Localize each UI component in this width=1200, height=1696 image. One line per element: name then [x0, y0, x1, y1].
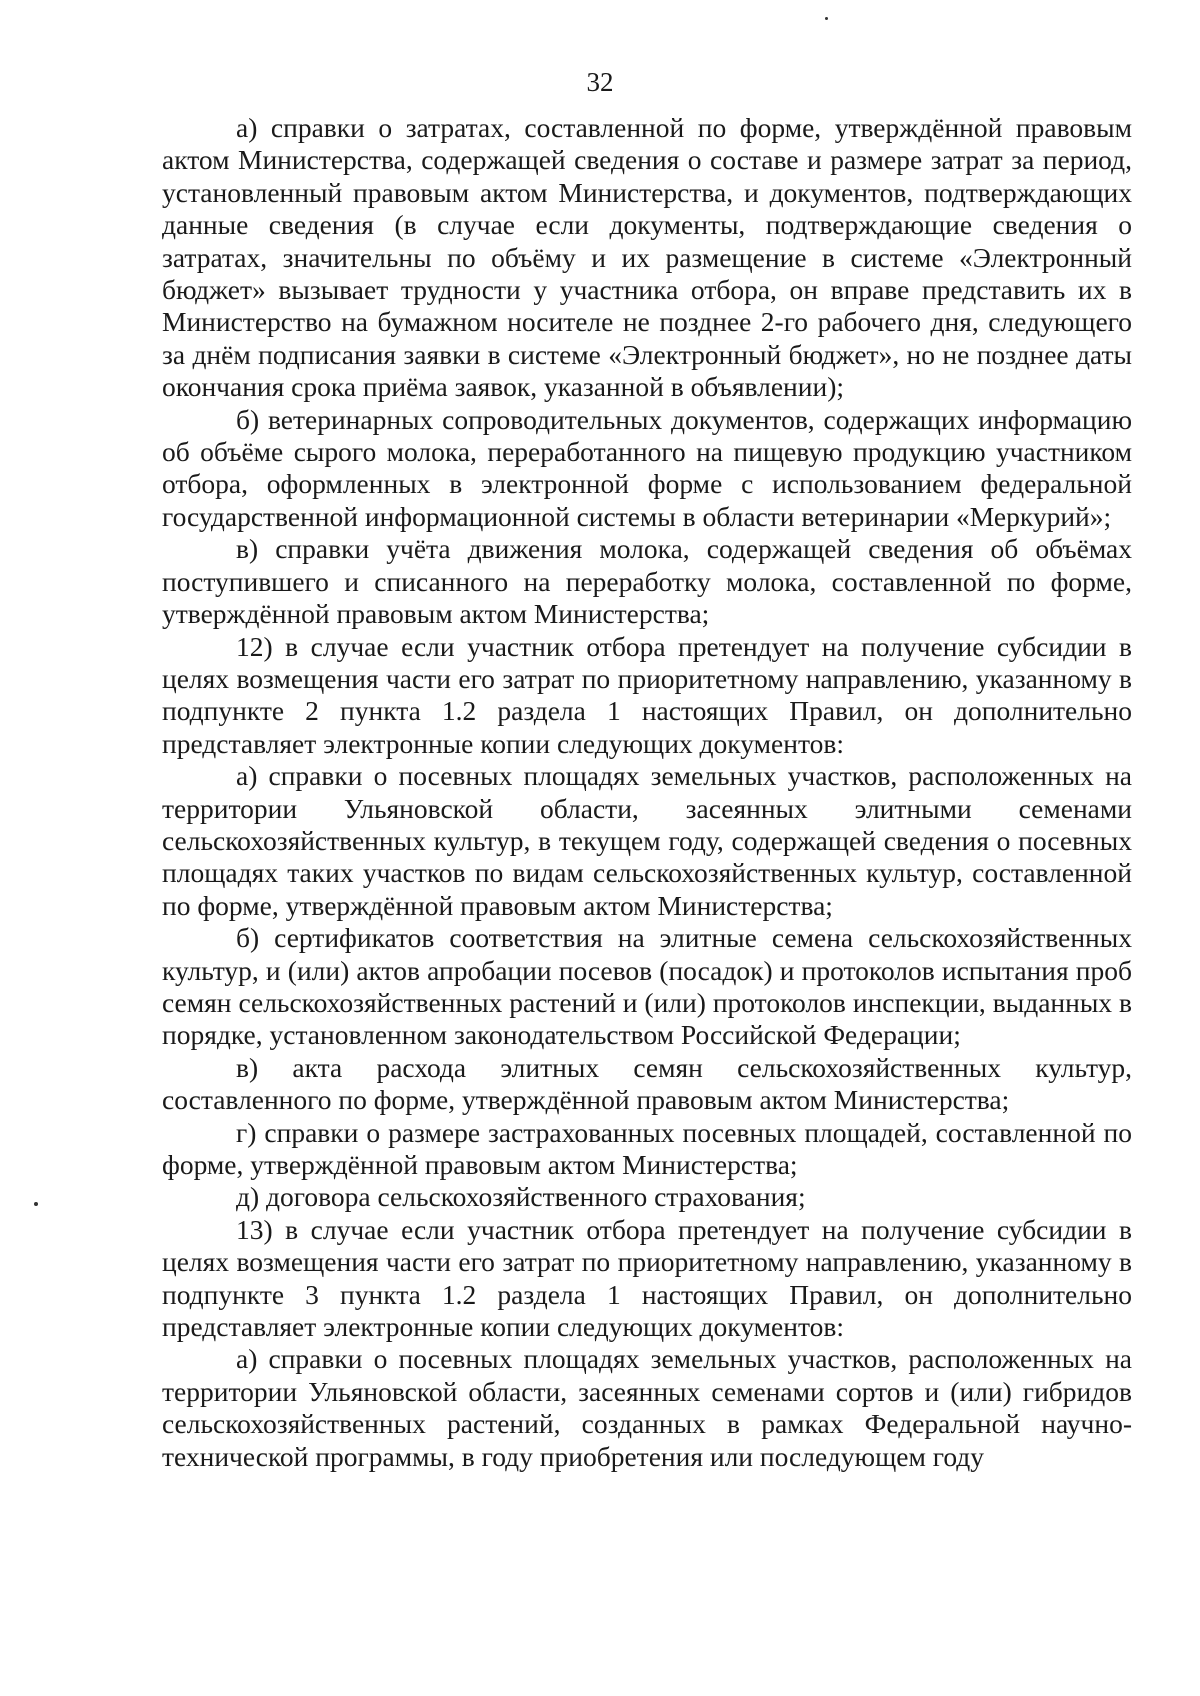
paragraph: в) справки учёта движения молока, содержащей сведения об объёмах поступившего и списанного на переработку молока, составленной по форме, утверждённой правовым актом Министерства; [162, 533, 1132, 630]
paragraph: б) ветеринарных сопроводительных документов, содержащих информацию об объёме сырого молока, переработанного на пищевую продукцию участником отбора, оформленных в электронной форме с использованием федеральной государственной информационной системы в области ветеринарии «Меркурий»; [162, 403, 1132, 532]
scan-speck [34, 1202, 38, 1206]
paragraph: в) акта расхода элитных семян сельскохозяйственных культур, составленного по форме, утверждённой правовым актом Министерства; [162, 1051, 1132, 1116]
paragraph: 12) в случае если участник отбора претендует на получение субсидии в целях возмещения части его затрат по приоритетному направлению, указанному в подпункте 2 пункта 1.2 раздела 1 настоящих Правил, он дополнительно представляет электронные копии следующих документов: [162, 630, 1132, 759]
paragraph: д) договора сельскохозяйственного страхования; [236, 1181, 806, 1213]
paragraph: а) справки о посевных площадях земельных участков, расположенных на территории Ульяновской области, засеянных элитными семенами сельскохозяйственных культур, в текущем году, содержащей сведения о посевных площадях таких участков по видам сельскохозяйственных культур, составленной по форме, утверждённой правовым актом Министерства; [162, 760, 1132, 921]
page-number: 32 [586, 67, 614, 97]
document-body [162, 112, 1132, 1473]
paragraph: б) сертификатов соответствия на элитные семена сельскохозяйственных культур, и (или) актов апробации посевов (посадок) и протоколов испытания проб семян сельскохозяйственных растений и (или) протоколов инспекции, выданных в порядке, установленном законодательством Российской Федерации; [162, 922, 1132, 1051]
paragraph: г) справки о размере застрахованных посевных площадей, составленной по форме, утверждённой правовым актом Министерства; [162, 1116, 1132, 1180]
paragraph: 13) в случае если участник отбора претендует на получение субсидии в целях возмещения части его затрат по приоритетному направлению, указанному в подпункте 3 пункта 1.2 раздела 1 настоящих Правил, он дополнительно представляет электронные копии следующих документов: [162, 1213, 1132, 1343]
paragraph: а) справки о посевных площадях земельных участков, расположенных на территории Ульяновской области, засеянных семенами сортов и (или) гибридов сельскохозяйственных растений, созданных в рамках Федеральной научно-технической программы, в году приобретения или последующем году [162, 1343, 1132, 1472]
scan-speck [825, 17, 828, 20]
paragraph: а) справки о затратах, составленной по форме, утверждённой правовым актом Министерства, содержащей сведения о составе и размере затрат за период, установленный правовым актом Министерства, и документов, подтверждающих данные сведения (в случае если документы, подтверждающие сведения о затратах, значительны по объёму и их размещение в системе «Электронный бюджет» вызывает трудности у участника отбора, он вправе представить их в Министерство на бумажном носителе не позднее 2-го рабочего дня, следующего за днём подписания заявки в системе «Электронный бюджет», но не позднее даты окончания срока приёма заявок, указанной в объявлении); [162, 112, 1132, 403]
